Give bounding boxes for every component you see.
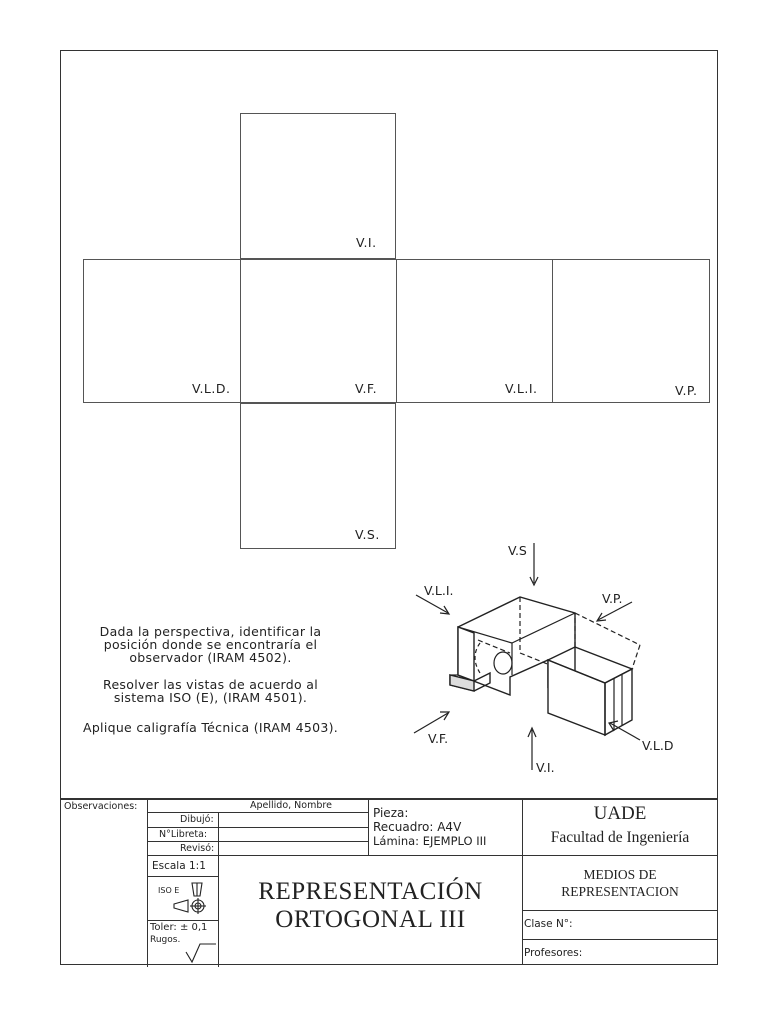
nlibreta-label: N°Libreta: [159,829,208,840]
medios-line-1: MEDIOS DE [583,867,657,882]
iso-label-vs: V.S [508,543,527,558]
tb-h-escala [147,876,218,877]
clase-label: Clase N°: [524,918,573,930]
recuadro-label: Recuadro: A4V [373,820,462,834]
tb-h-medios [522,910,718,911]
roughness-symbol-icon [184,942,218,964]
label-vp: V.P. [675,383,698,398]
tb-h-sig-1 [147,812,368,813]
medios-line-2: REPRESENTACION [561,884,679,899]
tb-h-clase [522,939,718,940]
iso-label-vp: V.P. [602,591,623,606]
tb-h-sig-2 [147,827,368,828]
instruction-line: observador (IRAM 4502). [129,650,292,665]
iso-label-vf: V.F. [428,731,449,746]
tb-h-iso [147,920,218,921]
instruction-block-3 [68,721,353,734]
rugos-label: Rugos. [150,935,181,945]
instruction-line: Dada la perspectiva, identificar la [99,624,322,639]
iso-label-vld: V.L.D [642,738,674,753]
iso-e-label: ISO E [158,886,180,895]
pieza-label: Pieza: [373,806,409,820]
instruction-line: Aplique caligrafía Técnica (IRAM 4503). [82,720,339,735]
iso-label-vli: V.L.I. [424,583,454,598]
tb-h-mid [147,855,523,856]
label-vf: V.F. [355,381,378,396]
label-vi: V.I. [356,235,377,250]
instruction-block-1 [68,625,353,664]
drawing-title-line-2: ORTOGONAL III [275,906,466,933]
label-vli: V.L.I. [505,381,538,396]
view-divider-1 [240,259,241,403]
observaciones-label: Observaciones: [64,801,138,812]
instruction-line: sistema ISO (E), (IRAM 4501). [113,690,308,705]
toler-label: Toler: ± 0,1 [150,922,208,933]
drawing-title-line-1: REPRESENTACIÓN [258,878,483,905]
iso-label-vi: V.I. [536,760,555,775]
view-divider-3 [552,259,553,403]
tb-h-uade [522,855,718,856]
tb-top-line [60,798,718,800]
apellido-nombre-header: Apellido, Nombre [250,800,332,811]
tb-v-148-lower [147,855,148,967]
instruction-line: Resolver las vistas de acuerdo al [103,677,318,692]
dibujo-label: Dibujó: [180,814,214,825]
uade-title: UADE [593,803,647,824]
tb-h-sig-3 [147,841,368,842]
reviso-label: Revisó: [180,843,215,854]
instruction-line: posición donde se encontraría el [103,637,318,652]
lamina-label: Lámina: EJEMPLO III [373,834,487,848]
isometric-drawing [400,535,700,785]
profesores-label: Profesores: [524,947,583,959]
projection-symbol-icon [170,880,216,918]
label-vs: V.S. [355,527,380,542]
escala-label: Escala 1:1 [152,860,206,872]
label-vld: V.L.D. [192,381,231,396]
view-divider-2 [396,259,397,403]
instruction-block-2 [68,678,353,704]
tb-v-368 [368,798,369,855]
facultad-title: Facultad de Ingeniería [550,829,690,846]
